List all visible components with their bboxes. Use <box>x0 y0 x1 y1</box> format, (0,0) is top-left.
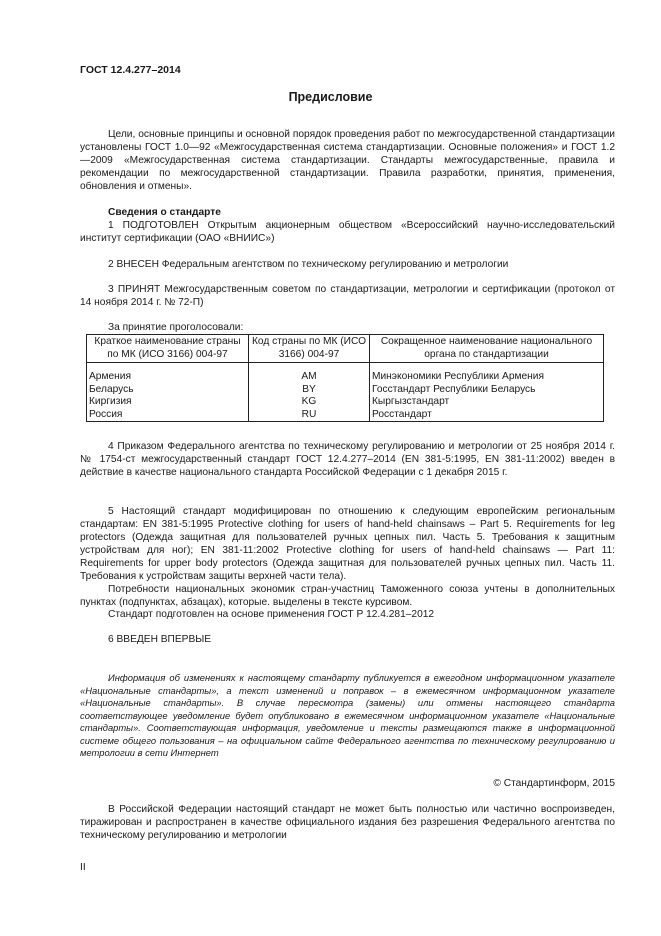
info-heading: Сведения о стандарте <box>108 207 221 218</box>
page-number: II <box>80 862 86 873</box>
copyright: © Стандартинформ, 2015 <box>493 778 615 789</box>
item-needs: Потребности национальных экономик стран-участниц Таможенного союза учтены в дополнительных пунктах (подпунктах, абзацах), которые. выделены в тексте курсивом. <box>80 584 615 608</box>
item-modified: 5 Настоящий стандарт модифицирован по отношению к следующим европейским региональным стандартам: EN 381-5:1995 Protective clothing for users of hand-held chainsaws – Part 5. Requirements for leg protectors (Одежда защитная для пользователей ручных цепных пил. Часть 5. Требования к защитным устройствам для ног); EN 381-11:2002 Protective clothing for users of hand-held chainsaws — Part 11: Requirements for upper body protectors (Одежда защитная для пользователей ручных цепных пил. Часть 11. Требования к устройствам защиты верхней части тела). <box>80 506 615 582</box>
header-country-code: Код страны по МК (ИСО 3166) 004-97 <box>249 335 370 363</box>
item-basis: Стандарт подготовлен на основе применения ГОСТ Р 12.4.281–2012 <box>108 609 435 620</box>
intro-paragraph: Цели, основные принципы и основной порядок проведения работ по межгосударственной стандартизации установлены ГОСТ 1.0—92 «Межгосударственная система стандартизации. Основные положения» и ГОСТ 1.2—2009 «Межгосударственная система стандартизации. Стандарты межгосударственные, правила и рекомендации по межгосударственной стандартизации. Правила разработки, принятия, применения, обновления и отмены». <box>80 129 615 192</box>
national-body: Госстандарт Республики Беларусь <box>370 384 604 397</box>
item-introduced: 6 ВВЕДЕН ВПЕРВЫЕ <box>108 634 212 645</box>
vote-caption: За принятие проголосовали: <box>108 322 244 333</box>
national-body: Кыргызстандарт <box>370 396 604 409</box>
item-order: 4 Приказом Федерального агентства по техническому регулированию и метрологии от 25 ноября 2014 г. № 1754-ст межгосударственный стандарт ГОСТ 12.4.277–2014 (EN 381-5:1995, EN 381-11:2002) введен в действие в качестве национального стандарта Российской Федерации с 1 декабря 2015 г. <box>80 441 615 478</box>
item-submitted: 2 ВНЕСЕН Федеральным агентством по техническому регулированию и метрологии <box>108 259 509 270</box>
legal-paragraph: В Российской Федерации настоящий стандарт не может быть полностью или частично воспроизведен, тиражирован и распространен в качестве официального издания без разрешения Федерального агентства по техническому регулированию и метрологии <box>80 804 615 841</box>
table-row <box>87 396 604 409</box>
national-body: Минэкономики Республики Армения <box>370 363 604 384</box>
country-name: Киргизия <box>87 396 249 409</box>
country-code: KG <box>249 396 370 409</box>
page-title: Предисловие <box>288 90 373 104</box>
vote-table <box>86 334 604 422</box>
notice-paragraph: Информация об изменениях к настоящему стандарту публикуется в ежегодном информационном указателе «Национальные стандарты», а текст изменений и поправок – в ежемесячном информационном указателе «Национальные стандарты». В случае пересмотра (замены) или отмены настоящего стандарта соответствующее уведомление будет опубликовано в ежемесячном информационном указателе «Национальные стандарты». Соответствующая информация, уведомление и тексты размещаются также в информационной системе общего пользования – на официальном сайте Федерального агентства по техническому регулированию и метрологии в сети Интернет <box>80 672 615 758</box>
table-row <box>87 384 604 397</box>
table-row <box>87 409 604 422</box>
item-prepared: 1 ПОДГОТОВЛЕН Открытым акционерным обществом «Всероссийский научно-исследовательский институт сертификации (ОАО «ВНИИС») <box>80 220 615 244</box>
item-adopted: 3 ПРИНЯТ Межгосударственным советом по стандартизации, метрологии и сертификации (протокол от 14 ноября 2014 г. № 72-П) <box>80 284 615 308</box>
header-country-name: Краткое наименование страны по МК (ИСО 3166) 004-97 <box>87 335 249 363</box>
table-row <box>87 363 604 384</box>
country-name: Армения <box>87 363 249 384</box>
country-code: AM <box>249 363 370 384</box>
header-national-body: Сокращенное наименование национального органа по стандартизации <box>370 335 604 363</box>
national-body: Росстандарт <box>370 409 604 422</box>
country-code: RU <box>249 409 370 422</box>
document-code: ГОСТ 12.4.277–2014 <box>80 64 181 76</box>
country-name: Беларусь <box>87 384 249 397</box>
vote-table-header <box>87 335 604 363</box>
country-code: BY <box>249 384 370 397</box>
country-name: Россия <box>87 409 249 422</box>
